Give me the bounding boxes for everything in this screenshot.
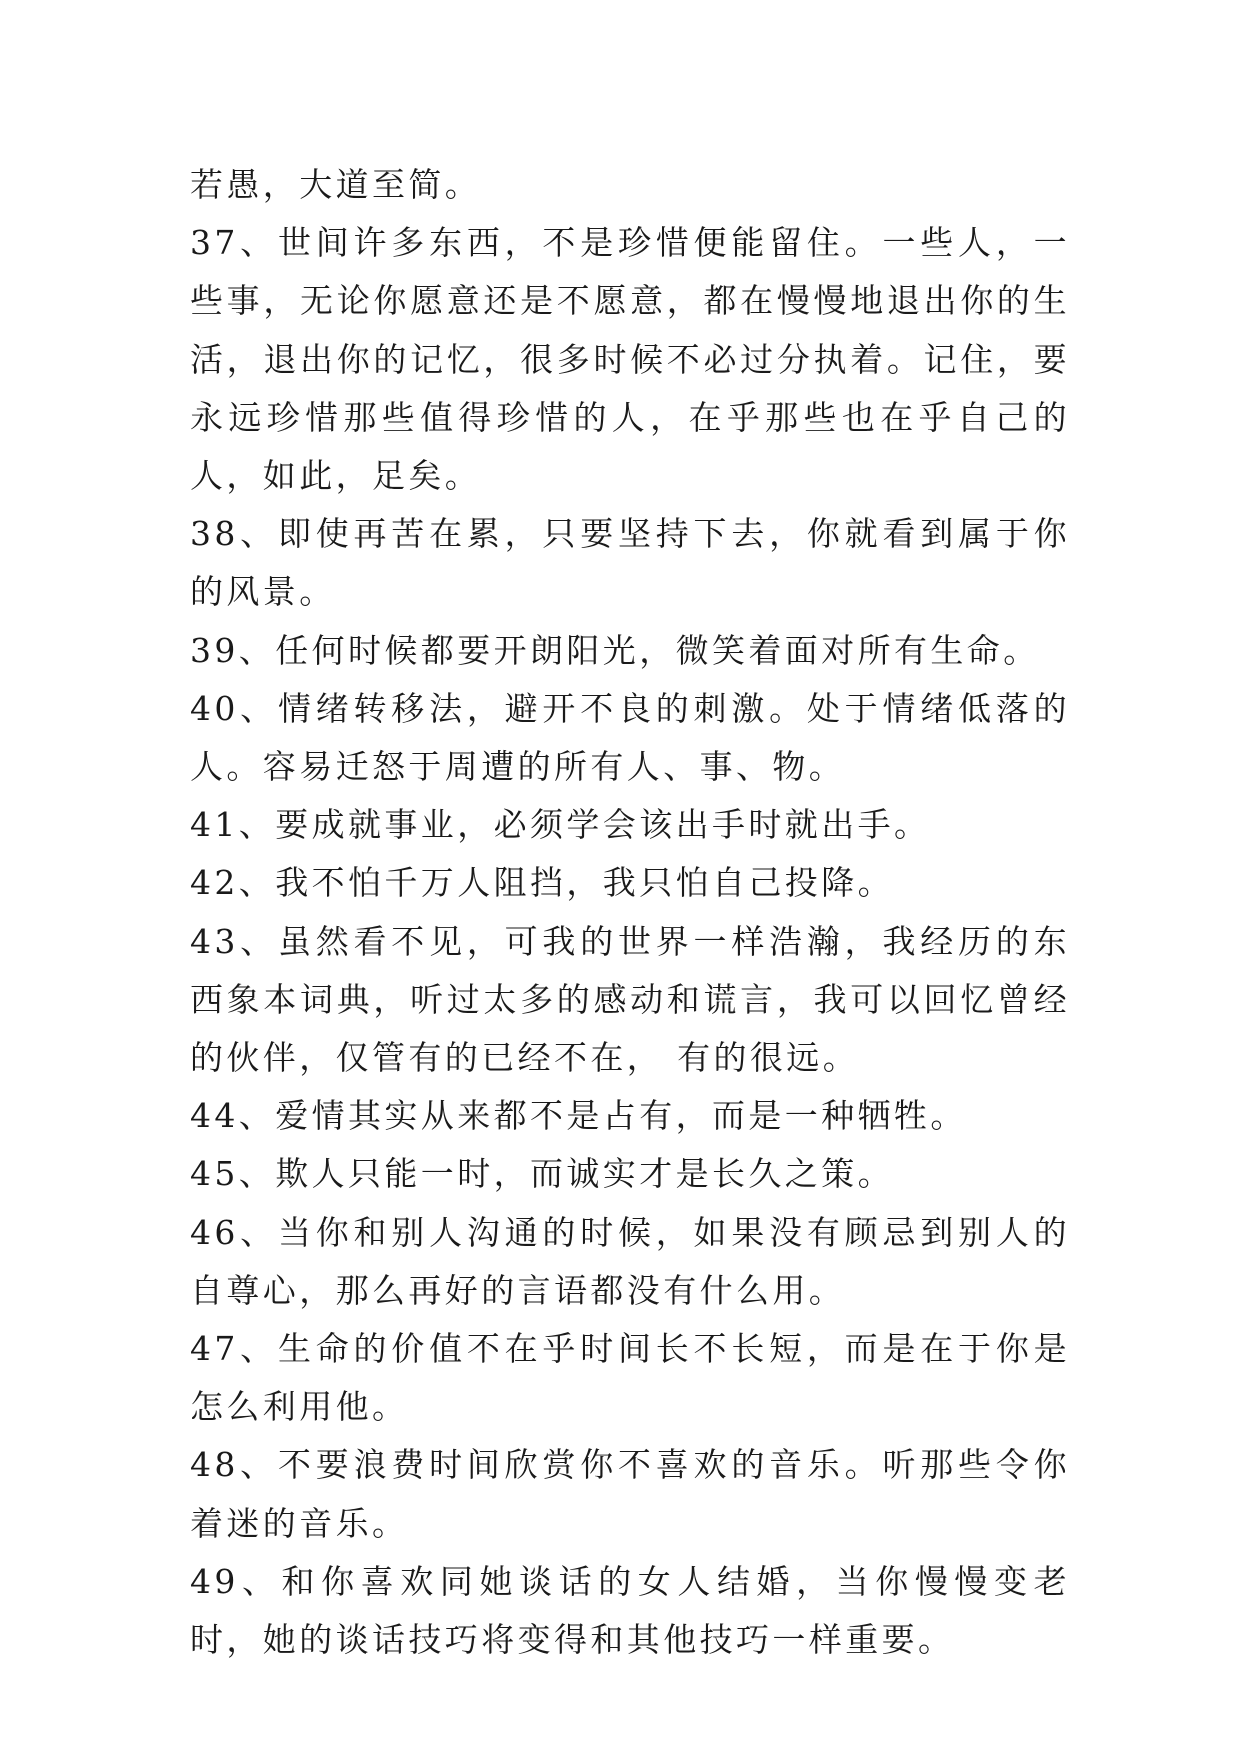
paragraph-44: 44、爱情其实从来都不是占有，而是一种牺牲。 (190, 1096, 967, 1136)
paragraph-continuation: 若愚，大道至简。 (190, 165, 482, 204)
paragraph-41: 41、要成就事业，必须学会该出手时就出手。 (190, 805, 931, 845)
paragraph-39: 39、任何时候都要开朗阳光，微笑着面对所有生命。 (190, 630, 1040, 670)
paragraph-47: 47、生命的价值不在乎时间长不长短，而是在于你是怎么利用他。 (190, 1329, 1070, 1427)
paragraph-49: 49、和你喜欢同她谈话的女人结婚，当你慢慢变老时，她的谈话技巧将变得和其他技巧一样重要。 (190, 1561, 1070, 1660)
paragraph-45: 45、欺人只能一时，而诚实才是长久之策。 (190, 1154, 894, 1194)
paragraph-38: 38、即使再苦在累，只要坚持下去，你就看到属于你的风景。 (190, 514, 1070, 612)
paragraph-37: 37、世间许多东西，不是珍惜便能留住。一些人，一些事，无论你愿意还是不愿意，都在慢慢地退出你的生活，退出你的记忆，很多时候不必过分执着。记住，要永远珍惜那些值得珍惜的人，在乎那些也在乎自己的人，如此，足矣。 (190, 223, 1070, 496)
paragraph-43: 43、虽然看不见，可我的世界一样浩瀚，我经历的东西象本词典，听过太多的感动和谎言，我可以回忆曾经的伙伴，仅管有的已经不在， 有的很远。 (190, 921, 1070, 1078)
paragraph-48: 48、不要浪费时间欣赏你不喜欢的音乐。听那些令你着迷的音乐。 (190, 1445, 1070, 1543)
document-body (190, 156, 1070, 1669)
paragraph-42: 42、我不怕千万人阻挡，我只怕自己投降。 (190, 863, 894, 903)
paragraph-40: 40、情绪转移法，避开不良的刺激。处于情绪低落的人。容易迁怒于周遭的所有人、事、物。 (190, 688, 1070, 787)
paragraph-46: 46、当你和别人沟通的时候，如果没有顾忌到别人的自尊心，那么再好的言语都没有什么用。 (190, 1212, 1070, 1310)
